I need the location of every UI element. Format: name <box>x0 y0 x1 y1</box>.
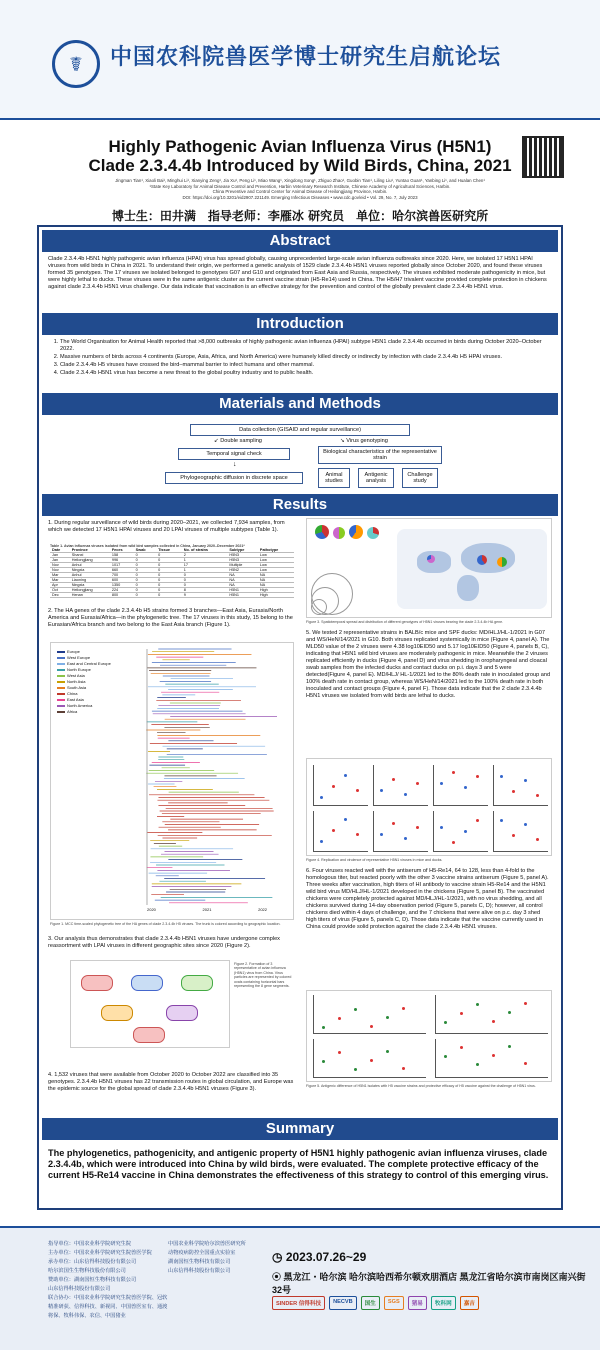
legend-label: North Asia <box>67 679 86 684</box>
date-text: 2023.07.26~29 <box>285 1250 367 1264</box>
data-point <box>344 818 347 821</box>
result-item-6 <box>306 868 552 931</box>
result-item-5 <box>306 630 552 700</box>
author-block <box>60 178 540 200</box>
methods-heading: Materials and Methods <box>42 393 558 415</box>
figure-5-panels <box>306 990 552 1082</box>
data-point <box>440 782 443 785</box>
legend-label: China <box>67 691 78 696</box>
data-point <box>440 826 443 829</box>
table-cell: 0 <box>182 583 228 588</box>
result-number: 5. <box>306 630 311 636</box>
data-point <box>338 1017 341 1020</box>
footer-line: 湖南国恒生物科技有限公司 <box>168 1259 231 1265</box>
table-cell: 1017 <box>110 563 134 568</box>
table-cell: 0 <box>156 588 182 593</box>
table-cell: 0 <box>134 573 156 578</box>
figure-4-subpanel <box>373 765 428 806</box>
virus-genotyping-arrow: ↘ Virus genotyping <box>340 438 388 444</box>
footer-line: 山东信得科技股份有限公司 <box>48 1286 111 1292</box>
result-item-1 <box>48 520 294 534</box>
data-point <box>492 1020 495 1023</box>
table-cell: NA <box>258 583 294 588</box>
table-header: Province <box>70 548 110 553</box>
data-point <box>444 1021 447 1024</box>
event-date <box>272 1250 366 1264</box>
table-cell: 660 <box>110 568 134 573</box>
table-header: Pathotype <box>258 548 294 553</box>
table-cell: 0 <box>134 578 156 583</box>
table-cell: Anhui <box>70 573 110 578</box>
table-cell: Mar <box>50 578 70 583</box>
table-header: Date <box>50 548 70 553</box>
legend-label: West Asia <box>67 673 85 678</box>
table-cell: 1 <box>182 568 228 573</box>
legend-label: East and Central Europe <box>67 661 111 666</box>
table-cell: 0 <box>156 593 182 598</box>
table-cell: Anhui <box>70 563 110 568</box>
legend-label: South Asia <box>67 685 87 690</box>
qr-code-icon[interactable] <box>522 136 564 178</box>
table-cell: 9 <box>182 593 228 598</box>
figure-4-subpanel <box>493 765 548 806</box>
data-point <box>460 1012 463 1015</box>
abstract-text: Clade 2.3.4.4b H5N1 highly pathogenic avian influenza (HPAI) virus has spread globally, causing unprecedented large-scale avian influenza outbreaks since 2020. Here, we isolated 17 H5N1 HPAI viruses from wild birds in China in 2021. To understand their origin, we performed a genetic analysis of 1529 clade 2.3.4.4b H5N1 viruses reported globally since October 2020, and found these viruses formed 35 genotypes. The 17 viruses we isolated belonged to genotypes G07 and G10 and originated from East Asia and Russia, respectively. The viruses exhibited moderate pathogenicity in mice, but were highly lethal to ducks. These viruses were in the same antigenic cluster as the current vaccine strain (H5-Re14) used in China. The H5/H7 trivalent vaccine provided complete protection in chickens against clade 2.3.4.4b H5N1 virus challenge. Our data indicate that vaccination is an effective strategy for the prevention and control of the globally prevalent clade 2.3.4.4b H5N1 virus. <box>48 256 547 290</box>
table-cell: Liaoning <box>70 578 110 583</box>
data-point <box>354 1008 357 1011</box>
figure-3-map <box>306 518 552 618</box>
table-cell: NA <box>258 573 294 578</box>
data-point <box>322 1060 325 1063</box>
introduction-list <box>48 339 552 378</box>
figure-3-caption: Figure 3. Spatiotemporal spread and distribution of different genotypes of H5N1 viruses bearing the clade 2.3.4.4b HA gene. <box>306 620 504 624</box>
table-cell: 17 <box>182 563 228 568</box>
bubble-legend <box>311 573 371 613</box>
table-header: Swab <box>134 548 156 553</box>
figure-2-reassortment-diagram <box>70 960 230 1048</box>
abstract-heading: Abstract <box>42 230 558 252</box>
table-cell: 800 <box>110 593 134 598</box>
footer-line: 承办单位：山东信得科技股份有限公司 <box>48 1259 137 1265</box>
table-cell: Jan <box>50 558 70 563</box>
summary-text: The phylogenetics, pathogenicity, and antigenic property of H5N1 highly pathogenic avian influenza viruses, clade 2.3.4.4b, which were introduced into China by wild birds, were evaluated. The complete protective efficacy of the current H5-Re14 vaccine in China demonstrates the effectiveness of this strategy to control of this emerging virus. <box>48 1148 549 1180</box>
table-cell: Dec <box>50 593 70 598</box>
result-text: Our analysis thus demonstrates that clade 2.3.4.4b H5N1 viruses have undergone complex reassortment with LPAI viruses in different geographic sites since 2020 (Figure 2). <box>48 936 280 949</box>
footer-line: 哈尔滨国生生物科技股份有限公司 <box>48 1268 126 1274</box>
animal-studies-box: Animal studies <box>318 468 350 488</box>
temporal-signal-box: Temporal signal check <box>178 448 290 460</box>
table-cell: 600 <box>110 578 134 583</box>
data-point <box>524 779 527 782</box>
data-point <box>508 1011 511 1014</box>
data-point <box>356 833 359 836</box>
legend-label: Europe <box>67 649 80 654</box>
sponsor-logos <box>272 1296 572 1310</box>
data-point <box>404 837 407 840</box>
summary-heading: Summary <box>42 1118 558 1140</box>
data-point <box>338 1051 341 1054</box>
legend-label: East Asia <box>67 697 84 702</box>
data-point <box>492 1054 495 1057</box>
data-point <box>460 1046 463 1049</box>
table-cell: 0 <box>182 573 228 578</box>
data-point <box>380 833 383 836</box>
data-point <box>508 1045 511 1048</box>
table-cell: 0 <box>156 553 182 558</box>
table-cell: Oct <box>50 588 70 593</box>
poster-title-line1: Highly Pathogenic Avian Influenza Virus (H5N1) <box>108 137 492 156</box>
table-1-title: Table 1. Avian influenza viruses isolated from wild bird samples collected in China, January 2020–December 2021* <box>50 544 245 548</box>
location-pin-icon: ⦿ <box>272 1272 282 1282</box>
intro-item: 4. Clade 2.3.4.4b H5N1 virus has become a new threat to the global poultry industry and to public health. <box>60 370 552 377</box>
sponsor-logo: 牧科网 <box>431 1296 456 1310</box>
figure-5-subpanel <box>313 1039 426 1078</box>
table-cell: Ningxia <box>70 583 110 588</box>
data-point <box>354 1068 357 1071</box>
data-point <box>402 1007 405 1010</box>
continent-shape <box>457 575 479 601</box>
table-1-grid <box>50 548 294 598</box>
table-cell: Ningxia <box>70 568 110 573</box>
results-heading: Results <box>42 494 558 516</box>
table-cell: 0 <box>134 593 156 598</box>
table-cell: 0 <box>156 583 182 588</box>
table-cell: Apr <box>50 583 70 588</box>
footer-organizers-2 <box>168 1240 268 1276</box>
data-point <box>476 819 479 822</box>
result-number: 2. <box>48 608 53 614</box>
data-point <box>370 1059 373 1062</box>
footer-line: 动物疫病防控全国重点实验室 <box>168 1250 236 1256</box>
continent-shape <box>461 543 515 573</box>
data-point <box>370 1025 373 1028</box>
data-point <box>500 819 503 822</box>
table-row <box>50 593 294 598</box>
affiliation-1: ¹State Key Laboratory for Animal Disease Control and Prevention, Harbin Veterinary Research Institute, Chinese Academy of Agricultural Sciences, Harbin. <box>149 183 451 189</box>
figure-4-subpanel <box>313 765 368 806</box>
virus-particle-icon <box>181 975 213 991</box>
table-cell: 0 <box>134 588 156 593</box>
time-axis-tick: 2021 <box>202 907 212 912</box>
table-cell: H5N1 <box>227 588 258 593</box>
biological-characteristics-box: Biological characteristics of the representative strain <box>318 446 442 464</box>
forum-title: 中国农科院兽医学博士研究生启航论坛 <box>110 44 502 70</box>
data-point <box>452 841 455 844</box>
sponsor-logo: SINDER 信得科技 <box>272 1296 325 1310</box>
table-cell: Multiple <box>227 563 258 568</box>
clock-icon: ◷ <box>272 1250 283 1264</box>
table-cell: Low <box>258 563 294 568</box>
data-point <box>404 793 407 796</box>
table-header: Tissue <box>156 548 182 553</box>
result-text: We tested 2 representative strains in BALB/c mice and SPF ducks: MD/HLJ/HL-1/2021 in G07 and WS/HeN/14/2021 in G10. Both viruses replicated systemically in mice (Figure 4, panel A). The MLD50 value of the 2 viruses were 4.38 log10EID50 and 5.17 log10EID50 (Figure 4, panels B, C), indicating that H5N1 wild bird viruses are moderately pathogenic in mice. Meanwhile the 2 viruses replicated efficiently in ducks (Figure 4, panel D) and virus shedding in oropharyngeal and cloacal swab samples from the infected ducks and contact ducks on p.i. days 3 and 5 were detected(Figure 4, panel E). MD/HLJ/ HL-1/2021 led to the 80% death rate in inoculated group and 100% death rate in contact group, whereas WS/HeN/14/2021 led to the 100% death rate in both inoculated and contact groups (Figure 4, panel F). Those data indicate that the 2 clade 2.3.4.4b H5N1 viruses we isolated from wild birds are lethal to ducks. <box>306 630 551 699</box>
table-header: Subtype <box>227 548 258 553</box>
figure-4-subpanel <box>433 765 488 806</box>
table-cell: 0 <box>134 558 156 563</box>
pie-chart-icon <box>427 555 435 563</box>
data-point <box>512 790 515 793</box>
table-cell: Henan <box>70 593 110 598</box>
introduction-heading: Introduction <box>42 313 558 335</box>
sponsor-logo: SGS <box>384 1296 404 1310</box>
data-point <box>392 778 395 781</box>
table-cell: 158 <box>110 553 134 558</box>
data-point <box>452 771 455 774</box>
data-point <box>476 1063 479 1066</box>
figure-1-phylogenetic-tree <box>50 642 294 920</box>
table-cell: 2 <box>182 553 228 558</box>
pie-chart-icon <box>367 527 379 539</box>
legend-label: Africa <box>67 709 78 714</box>
footer-line: 中国农业科学院哈尔滨兽医研究所 <box>168 1241 246 1247</box>
table-cell: 0 <box>156 563 182 568</box>
table-cell: 0 <box>182 578 228 583</box>
table-cell: NA <box>227 578 258 583</box>
table-cell: H5N2 <box>227 568 258 573</box>
footer-line: 主办单位：中国农业科学院研究生院兽医学院 <box>48 1250 152 1256</box>
figure-5-subpanel <box>435 1039 548 1078</box>
virus-particle-icon <box>101 1005 133 1021</box>
figure-5-subpanel <box>313 995 426 1034</box>
legend-label: West Europe <box>67 655 91 660</box>
result-text: The HA genes of the clade 2.3.4.4b H5 strains formed 3 branches—East Asia, Eurasia/North America and Eurasia/Africa—in the phylogenetic tree. The 17 viruses in this study, 15 belong to the Eurasian/Africa branch and two belong to the East Asia branch (Figure 1). <box>48 608 293 628</box>
data-point <box>386 1016 389 1019</box>
table-cell: 1 <box>182 558 228 563</box>
table-cell: 996 <box>110 558 134 563</box>
virus-particle-icon <box>166 1005 198 1021</box>
world-map <box>397 529 547 609</box>
table-cell: H5N3 <box>227 553 258 558</box>
bubble-icon <box>311 599 327 615</box>
data-point <box>320 840 323 843</box>
table-cell: H5N3 <box>227 558 258 563</box>
pie-chart-cluster <box>311 521 391 571</box>
time-axis-tick: 2022 <box>258 907 267 912</box>
figure-1-time-axis <box>147 907 267 912</box>
data-point <box>416 782 419 785</box>
result-text: 1,532 viruses that were available from October 2020 to October 2022 are classified into 35 genotypes. 2.3.4.4b H5N1 viruses has 22 transmission routes in global circulation, and Europe was the epidemic source for the global spread of clade 2.3.4.4b H5N1 viruses (Figure 3). <box>48 1072 294 1092</box>
footer-organizers <box>48 1240 168 1321</box>
phylogeographic-box: Phylogeographic diffusion in discrete space <box>165 472 303 484</box>
table-cell: 0 <box>134 553 156 558</box>
table-cell: 0 <box>134 583 156 588</box>
sponsor-logo: 猪易 <box>408 1296 427 1310</box>
pie-chart-icon <box>349 525 363 539</box>
poster-title-line2: Clade 2.3.4.4b Introduced by Wild Birds, China, 2021 <box>88 156 512 175</box>
figure-4-subpanel <box>493 811 548 852</box>
table-cell: High <box>258 588 294 593</box>
time-axis-tick: 2020 <box>147 907 156 912</box>
table-cell: 8 <box>182 588 228 593</box>
double-sampling-arrow: ↙ Double sampling <box>214 438 262 444</box>
table-cell: NA <box>227 573 258 578</box>
result-number: 4. <box>48 1072 53 1078</box>
data-point <box>500 775 503 778</box>
figure-5-caption: Figure 5. Antigenic difference of H5N1 isolates with H5 vaccine strains and protective efficacy of H5 vaccine against the challenge of H5N1 virus. <box>306 1084 536 1088</box>
data-point <box>524 1062 527 1065</box>
table-cell: Heilongjiang <box>70 558 110 563</box>
data-point <box>320 796 323 799</box>
sponsor-logo: 国生 <box>361 1296 380 1310</box>
data-point <box>386 1050 389 1053</box>
figure-2-caption: Figure 2. Formation of 3 representative of avian influenza (H5N1) virus from China. Virus particles are represented by colored ovals containing horizontal bars representing the 8 gene segments. <box>234 962 292 989</box>
figure-4-subpanel <box>373 811 428 852</box>
figure-5-subpanel <box>435 995 548 1034</box>
result-item-3 <box>48 936 294 950</box>
affiliation-2: China Preventive and Control Center for Animal Disease of Heilongjiang Province, Harbin. <box>212 189 388 194</box>
figure-1-caption: Figure 1. MCC time-scaled phylogenetic tree of the HA genes of clade 2.3.4.4b H5 viruses. The trunk is colored according to geographic location. <box>50 922 281 926</box>
table-cell: High <box>258 593 294 598</box>
data-point <box>416 826 419 829</box>
data-point <box>464 830 467 833</box>
table-header: No. of strains <box>182 548 228 553</box>
data-point <box>512 834 515 837</box>
venue-text: 黑龙江・哈尔滨 哈尔滨哈西希尔顿欢朋酒店 黑龙江省哈尔滨市南岗区南兴街32号 <box>272 1272 586 1295</box>
footer-line: 赞助单位：湖南国恒生物科技有限公司 <box>48 1277 137 1283</box>
legend-label: North America <box>67 703 93 708</box>
result-item-4 <box>48 1072 294 1093</box>
table-cell: 0 <box>134 568 156 573</box>
doi[interactable]: DOI: https://doi.org/10.3201/eid2907.221149. Emerging Infectious Diseases • www.cdc.gov/eid • Vol. 29, No. 7, July 2023 <box>182 194 418 200</box>
result-number: 3. <box>48 936 53 942</box>
table-header: Feces <box>110 548 134 553</box>
data-point <box>380 789 383 792</box>
continent-shape <box>417 551 451 573</box>
table-cell: Mar <box>50 573 70 578</box>
data-point <box>524 823 527 826</box>
data-point <box>536 794 539 797</box>
university-logo-icon: ☤ <box>52 40 100 88</box>
table-cell: 0 <box>156 578 182 583</box>
intro-item: 1. The World Organisation for Animal Health reported that >8,000 outbreaks of highly pathogenic avian influenza (HPAI) subtype H5N1 clade 2.3.4.4b occurred in birds during October 2020–October 2022. <box>60 339 552 353</box>
data-collection-box: Data collection (GISAID and regular surveillance) <box>190 424 410 436</box>
table-cell: 0 <box>156 568 182 573</box>
table-cell: Shanxi <box>70 553 110 558</box>
antigenic-analysis-box: Antigenic analysis <box>358 468 394 488</box>
footer-line: 指导单位：中国农业科学院研究生院 <box>48 1241 132 1247</box>
footer-line: 联合协办：中国农业科学院研究生院兽医学院、冠软精准研获、信得科技、新视同、中国兽医室有、通渡将保、牧科伟保、农信、中国猪业 <box>48 1295 168 1319</box>
result-item-2 <box>48 608 294 629</box>
tree-svg <box>51 643 293 919</box>
table-cell: Jan <box>50 553 70 558</box>
pie-chart-icon <box>333 527 345 539</box>
intro-item: 2. Massive numbers of birds across 4 continents (Europe, Asia, Africa, and North America) were humanely killed directly or indirectly by infection with clade 2.3.4.4b H5 HPAI viruses. <box>60 354 552 361</box>
figure-4-caption: Figure 4. Replication and virulence of representative H5N1 viruses in mice and ducks. <box>306 858 443 862</box>
data-point <box>344 774 347 777</box>
table-cell: Nov <box>50 563 70 568</box>
data-point <box>332 785 335 788</box>
footer-line: 山东信得科技股份有限公司 <box>168 1268 231 1274</box>
intro-item: 3. Clade 2.3.4.4b H5 viruses have crossed the bird–mammal barrier to infect humans and other mammal. <box>60 362 552 369</box>
data-point <box>524 1002 527 1005</box>
table-cell: Low <box>258 553 294 558</box>
table-1-body <box>50 553 294 598</box>
data-point <box>392 822 395 825</box>
table-cell: H5N1 <box>227 593 258 598</box>
pie-chart-icon <box>315 525 329 539</box>
figure-4-subpanel <box>433 811 488 852</box>
pie-chart-icon <box>477 555 487 565</box>
authors: Jingman Tian¹, Xiaoli Bai¹, Minghui Li¹, Xianying Zeng¹, Jia Xu¹, Peng Li¹, Miao Wang¹, Xingdong Song¹, Zhiguo Zhao¹, Guobin Tian¹, Liling Liu¹, Yuntao Guan¹, Yanbing Li¹, and Hualan Chen¹ <box>115 178 485 183</box>
result-text: Four viruses reacted well with the antiserum of H5-Re14, 64 to 128, less than 4-fold to the homologous titer, but reacted poorly with the other 3 vaccine strains antiserum (Figure 5, panel A). Three weeks after vaccination, high titers of HI antibody to vaccine strain H5-Re14 and the H5N1 wild bird virus MD/HLJ/HL-1/2021 developed in the chickens (Figure 5, panel B). The vaccinated chickens were completely protected against MD/HLJ/HL-1/2021, with no virus shedding, and all chickens survived during 14-day observation period (Figure 5, panels C, D); however, all control chickens died within 4 days of challenge, and the 7 chickens that were alive on p.c. day 3 shed high titers of virus (Figure 5, panels C, D). Those data indicate that the vaccine currently used in China could provide solid protection against the clade 2.3.4.4b H5N1 viruses. <box>306 868 549 930</box>
table-cell: Low <box>258 558 294 563</box>
data-point <box>536 838 539 841</box>
figure-4-subpanel <box>313 811 368 852</box>
data-point <box>332 829 335 832</box>
result-number: 6. <box>306 868 311 874</box>
table-cell: NA <box>258 578 294 583</box>
virus-particle-icon <box>131 975 163 991</box>
table-cell: Low <box>258 568 294 573</box>
double-sampling-label: Double sampling <box>220 438 262 444</box>
pie-chart-icon <box>497 557 507 567</box>
table-cell: Nov <box>50 568 70 573</box>
data-point <box>476 775 479 778</box>
table-cell: 224 <box>110 588 134 593</box>
virus-particle-icon <box>81 975 113 991</box>
result-number: 1. <box>48 520 53 526</box>
table-cell: NA <box>227 583 258 588</box>
data-point <box>356 789 359 792</box>
table-cell: 700 <box>110 573 134 578</box>
virus-genotyping-label: Virus genotyping <box>346 438 388 444</box>
footer-divider <box>0 1226 600 1228</box>
student-info: 博士生：田井满 指导老师：李雁冰 研究员 单位：哈尔滨兽医研究所 <box>111 209 489 223</box>
table-cell: 1350 <box>110 583 134 588</box>
down-arrow-icon: ↓ <box>233 461 237 468</box>
table-cell: 0 <box>156 573 182 578</box>
sponsor-logo: NECVB <box>329 1296 357 1310</box>
event-venue <box>272 1270 592 1296</box>
table-cell: 0 <box>134 563 156 568</box>
table-cell: 0 <box>156 558 182 563</box>
result-text: During regular surveillance of wild birds during 2020–2021, we collected 7,934 samples, from which we detected 17 H5N1 HPAI viruses and 20 LPAI viruses of multiple subtypes (Table 1). <box>48 520 285 533</box>
challenge-study-box: Challenge study <box>402 468 438 488</box>
sponsor-logo: 嘉吉 <box>460 1296 479 1310</box>
data-point <box>444 1055 447 1058</box>
data-point <box>402 1067 405 1070</box>
table-cell: Heilongjiang <box>70 588 110 593</box>
data-point <box>322 1026 325 1029</box>
data-point <box>464 786 467 789</box>
legend-label: North Europe <box>67 667 91 672</box>
data-point <box>476 1003 479 1006</box>
virus-particle-icon <box>133 1027 165 1043</box>
figure-4-panels <box>306 758 552 856</box>
table-1 <box>50 544 294 598</box>
banner-divider <box>0 118 600 120</box>
